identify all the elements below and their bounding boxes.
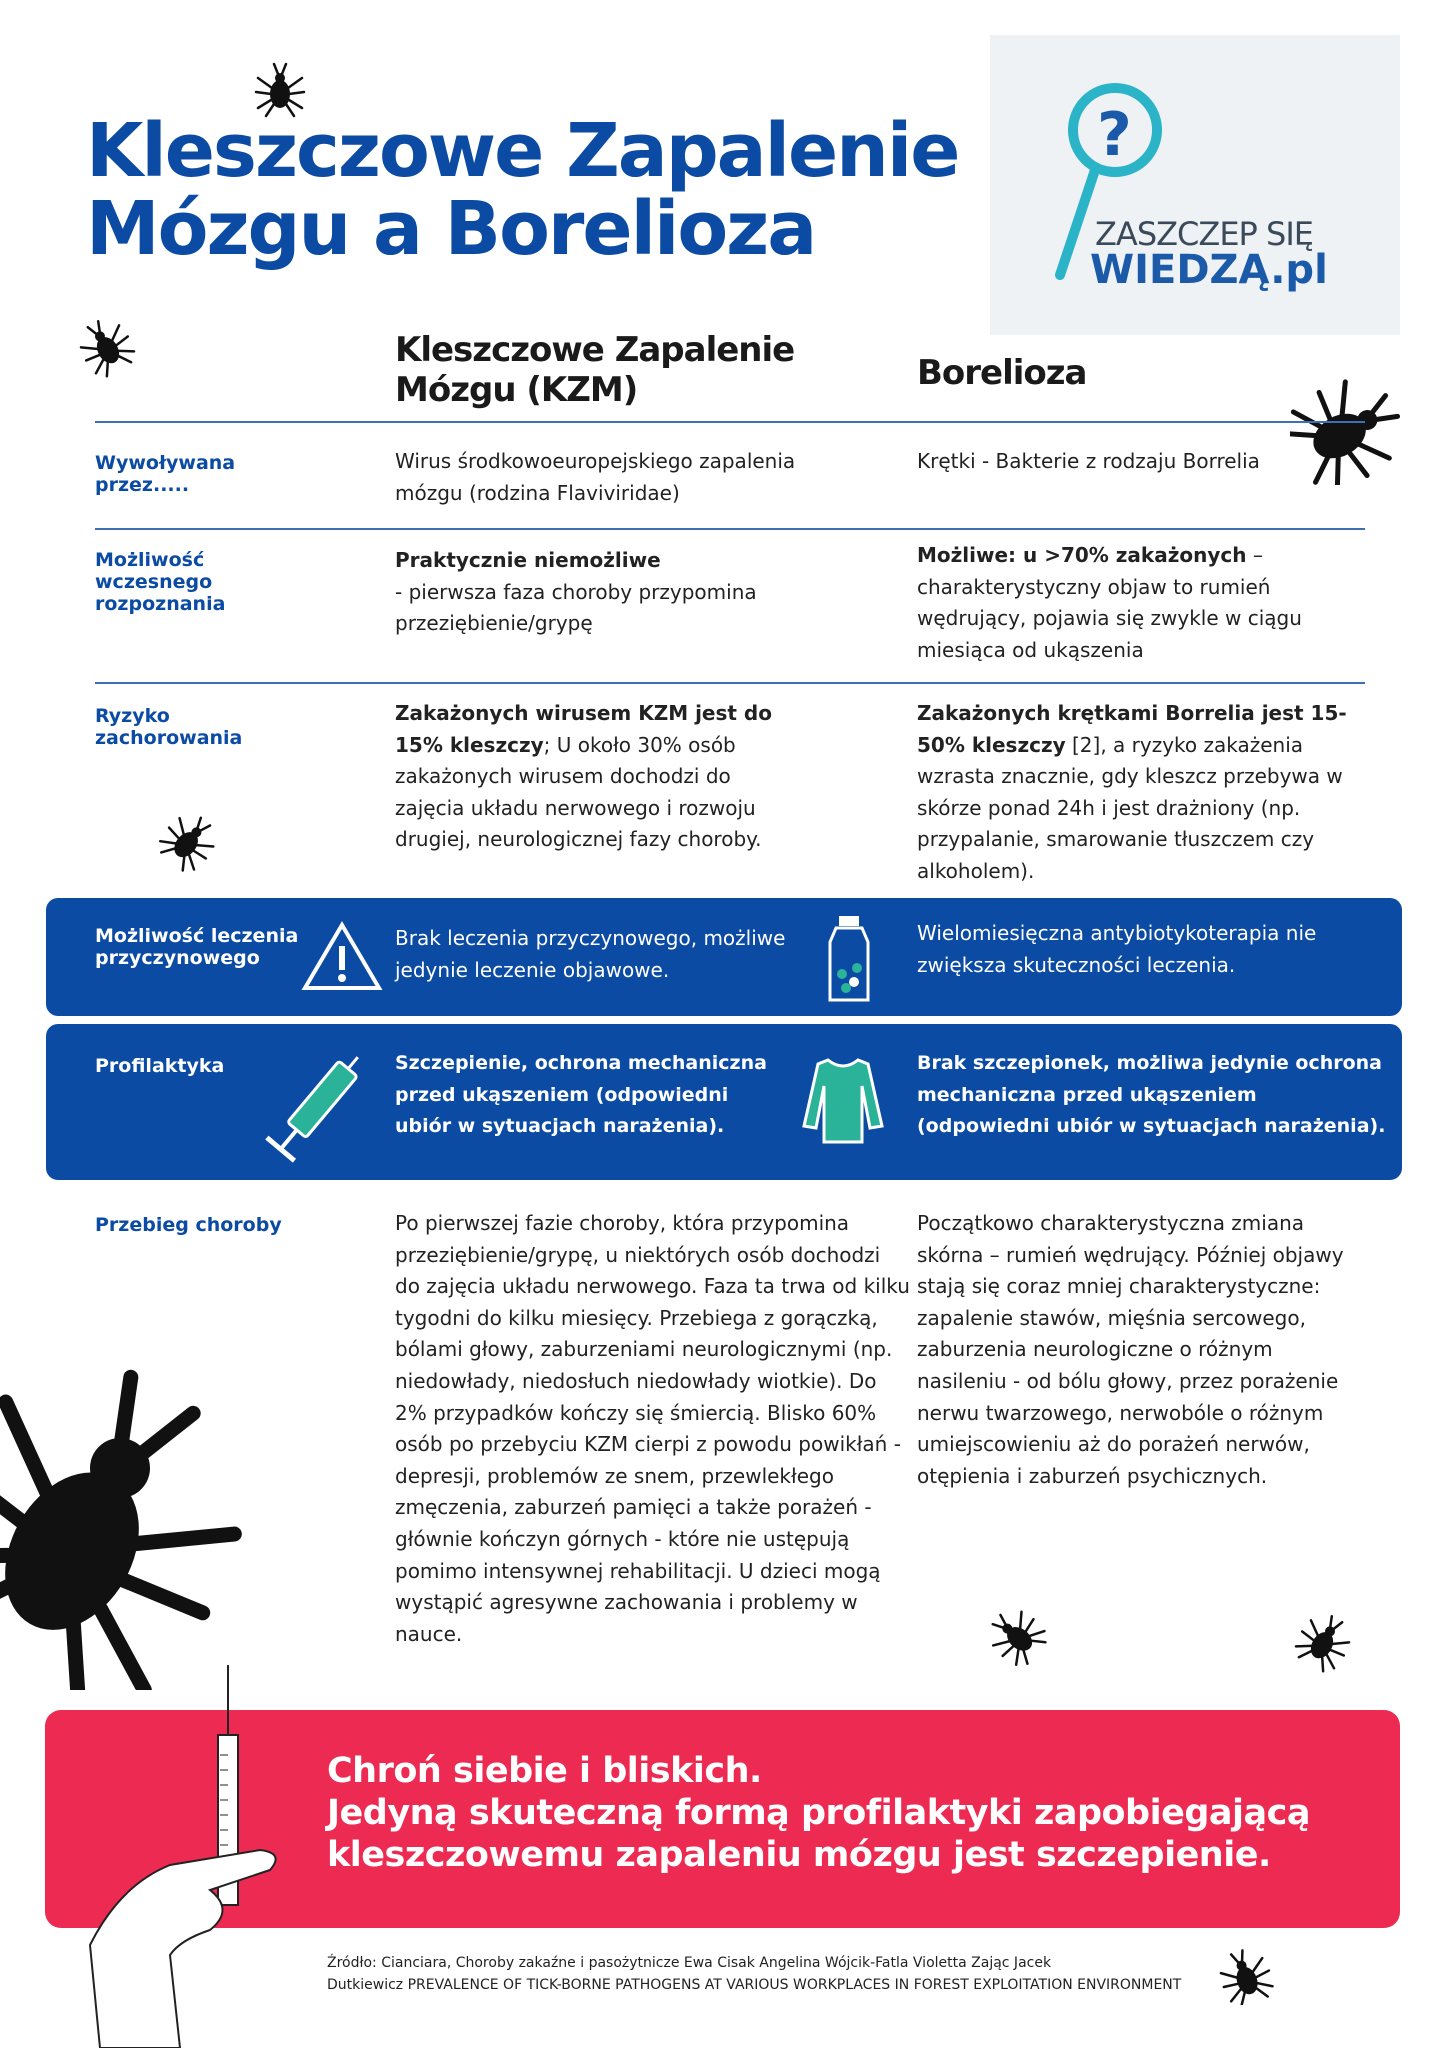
borelioza-prevention: Brak szczepionek, możliwa jedynie ochrona mechaniczna przed ukąszeniem (odpowiedni ubiór w sytuacjach narażenia).	[917, 1052, 1386, 1138]
treatment-band	[46, 898, 1402, 1016]
warning-icon	[301, 920, 383, 992]
divider	[95, 682, 1365, 684]
divider	[95, 421, 1365, 423]
prevention-band	[46, 1024, 1402, 1180]
borelioza-course: Początkowo charakterystyczna zmiana skórna – rumień wędrujący. Później objawy stają się coraz mniej charakterystyczne: zapalenie stawów, mięśnia sercowego, zaburzenia neurologiczne o różnym nasileniu - od bólu głowy, przez porażenie nerwu twarzowego, nerwobóle o różnym umiejscowieniu aż do porażeń nerwów, otępienia i zaburzeń psychicznych.	[917, 1211, 1344, 1488]
tick-icon	[250, 58, 310, 118]
column-header-kzm: Kleszczowe Zapalenie Mózgu (KZM)	[395, 330, 795, 410]
hand-syringe-illustration	[60, 1665, 300, 2048]
tick-icon	[1290, 1605, 1360, 1675]
syringe-icon	[256, 1042, 376, 1172]
svg-text:?: ?	[1097, 100, 1132, 170]
long-sleeve-shirt-icon	[798, 1056, 888, 1146]
page-title: Kleszczowe Zapalenie Mózgu a Borelioza	[86, 108, 959, 272]
divider	[95, 528, 1365, 530]
borelioza-treatment: Wielomiesięczna antybiotykoterapia nie zwiększa skuteczności leczenia.	[917, 921, 1317, 977]
kzm-treatment: Brak leczenia przyczynowego, możliwe jedynie leczenie objawowe.	[395, 926, 786, 982]
kzm-diagnosis: Praktycznie niemożliwe - pierwsza faza choroby przypomina przeziębienie/grypę	[395, 548, 757, 636]
tick-icon	[980, 1600, 1050, 1670]
tick-icon	[1215, 1945, 1275, 2005]
row-label: Profilaktyka	[95, 1055, 225, 1077]
row-label: Przebieg choroby	[95, 1214, 282, 1236]
tick-icon	[70, 310, 140, 380]
source-citation: Źródło: Cianciara, Choroby zakaźne i pasożytnicze Ewa Cisak Angelina Wójcik-Fatla Violetta Zając Jacek Dutkiewicz PREVALENCE OF TICK-BORNE PATHOGENS AT VARIOUS WORKPLACES IN FOREST EXPLOITATION ENVIRONMENT	[327, 1955, 1182, 1993]
row-label: Możliwość wczesnego rozpoznania	[95, 549, 226, 615]
row-label: Wywoływana przez.....	[95, 452, 236, 496]
row-label: Ryzyko zachorowania	[95, 705, 243, 749]
kzm-cause: Wirus środkowoeuropejskiego zapalenia mózgu (rodzina Flaviviridae)	[395, 449, 796, 505]
logo[interactable]: ? ZASZCZEP SIĘ WIEDZĄ.pl	[990, 35, 1400, 335]
kzm-risk: Zakażonych wirusem KZM jest do 15% kleszczy; U około 30% osób zakażonych wirusem dochodzi do zajęcia układu nerwowego i rozwoju drugiej, neurologicznej fazy choroby.	[395, 701, 772, 852]
row-label: Możliwość leczenia przyczynowego	[95, 925, 299, 969]
borelioza-diagnosis: Możliwe: u >70% zakażonych – charakterystyczny objaw to rumień wędrujący, pojawia się zwykle w ciągu miesiąca od ukąszenia	[917, 543, 1302, 662]
borelioza-cause: Krętki - Bakterie z rodzaju Borrelia	[917, 449, 1260, 473]
borelioza-risk: Zakażonych krętkami Borrelia jest 15-50% kleszczy [2], a ryzyko zakażenia wzrasta znacznie, gdy kleszcz przebywa w skórze ponad 24h i jest drażniony (np. przypalanie, smarowanie tłuszczem czy alkoholem).	[917, 701, 1347, 883]
tick-icon	[155, 805, 225, 875]
kzm-course: Po pierwszej fazie choroby, która przypomina przeziębienie/grypę, u niektórych osób dochodzi do zajęcia układu nerwowego. Faza ta trwa od kilku tygodni do kilku miesięcy. Przebiega z gorączką, bólami głowy, zaburzeniami neurologicznymi (np. niedowłady, niedosłuch niedowłady wiotkie). Do 2% przypadków kończy się śmiercią. Blisko 60% osób po przebyciu KZM cierpi z powodu powikłań - depresji, problemów ze snem, przewlekłego zmęczenia, zaburzeń pamięci a także porażeń - głównie kończyn górnych - które nie ustępują pomimo intensywnej rehabilitacji. U dzieci mogą wystąpić agresywne zachowania i problemy w nauce.	[395, 1211, 910, 1646]
column-header-borelioza: Borelioza	[917, 353, 1087, 393]
pill-bottle-icon	[824, 914, 874, 1004]
tick-icon	[0, 1340, 260, 1690]
kzm-prevention: Szczepienie, ochrona mechaniczna przed ukąszeniem (odpowiedni ubiór w sytuacjach narażenia).	[395, 1052, 767, 1138]
banner-message: Chroń siebie i bliskich. Jedyną skuteczną formą profilaktyki zapobiegającą kleszczowemu zapaleniu mózgu jest szczepienie.	[327, 1751, 1310, 1875]
